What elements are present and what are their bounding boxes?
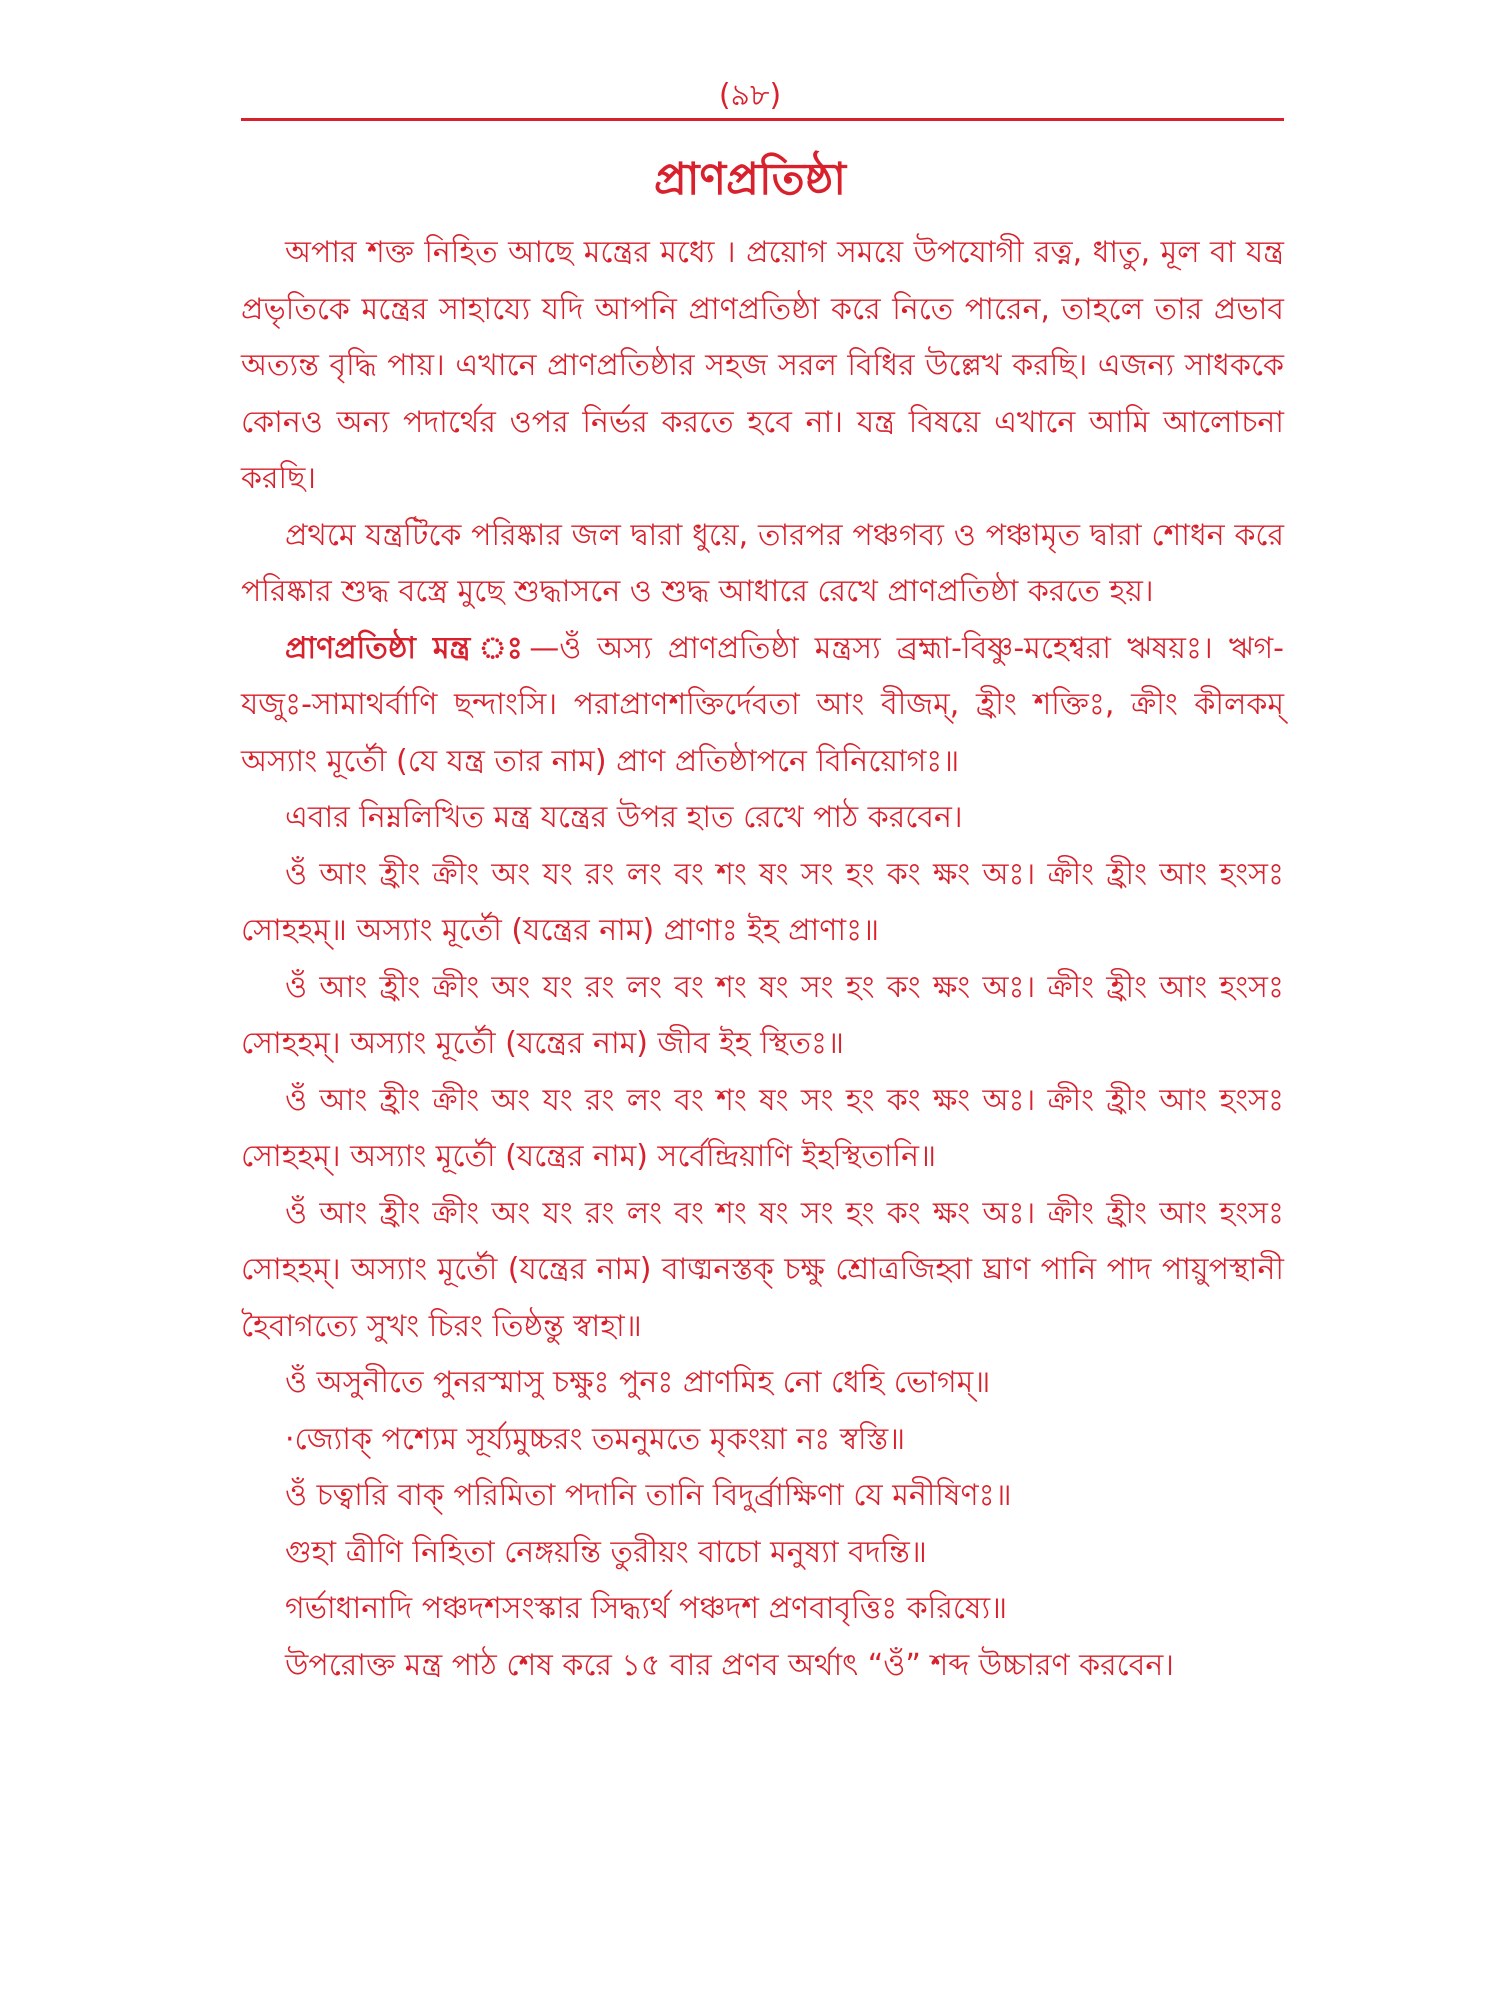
mantra-viniyoga-text: —ওঁ অস্য প্রাণপ্রতিষ্ঠা মন্ত্রস্য ব্রহ্মা-বিষ্ণু-মহেশ্বরা ঋষয়ঃ। ঋগ-যজুঃ-সামাথর্বাণি ছন্দাংসি। পরাপ্রাণশক্তির্দেবতা আং বীজম্, হ্রীং শক্তিঃ, ক্রীং কীলকম্ অস্যাং মূর্তৌ (যে যন্ত্র তার নাম) প্রাণ প্রতিষ্ঠাপনে বিনিয়োগঃ॥ <box>241 630 1284 779</box>
paragraph-instruction: এবার নিম্নলিখিত মন্ত্র যন্ত্রের উপর হাত রেখে পাঠ করবেন। <box>285 800 963 835</box>
paragraph-intro: অপার শক্ত নিহিত আছে মন্ত্রের মধ্যে । প্রয়োগ সময়ে উপযোগী রত্ন, ধাতু, মূল বা যন্ত্র প্রভৃতিকে মন্ত্রের সাহায্যে যদি আপনি প্রাণপ্রতিষ্ঠা করে নিতে পারেন, তাহলে তার প্রভাব অত্যন্ত বৃদ্ধি পায়। এখানে প্রাণপ্রতিষ্ঠার সহজ সরল বিধির উল্লেখ করছি। এজন্য সাধককে কোনও অন্য পদার্থের ওপর নির্ভর করতে হবে না। যন্ত্র বিষয়ে এখানে আমি আলোচনা করছি। <box>241 235 1284 496</box>
mantra-vak: ওঁ আং হ্রীং ক্রীং অং যং রং লং বং শং ষং সং হং কং ক্ষং অঃ। ক্রীং হ্রীং আং হংসঃ সোহহম্। অস্যাং মূর্তৌ (যন্ত্রের নাম) বাঙ্মনস্তক্ চক্ষু শ্রোত্রজিহ্বা ঘ্রাণ পানি পাদ পায়ুপস্থানী হৈবাগত্যে সুখং চিরং তিষ্ঠন্তু স্বাহা॥ <box>241 1195 1284 1344</box>
mantra-prana: ওঁ আং হ্রীং ক্রীং অং যং রং লং বং শং ষং সং হং কং ক্ষং অঃ। ক্রীং হ্রীং আং হংসঃ সোহহম্॥ অস্যাং মূর্তৌ (যন্ত্রের নাম) প্রাণাঃ ইহ প্রাণাঃ॥ <box>241 856 1284 948</box>
verse-line: গুহা ত্রীণি নিহিতা নেঙ্গয়ন্তি তুরীয়ং বাচো মনুষ্যা বদন্তি॥ <box>285 1534 927 1570</box>
paragraph-cleansing: প্রথমে যন্ত্রটিকে পরিষ্কার জল দ্বারা ধুয়ে, তারপর পঞ্চগব্য ও পঞ্চামৃত দ্বারা শোধন করে পরিষ্কার শুদ্ধ বস্ত্রে মুছে শুদ্ধাসনে ও শুদ্ধ আধারে রেখে প্রাণপ্রতিষ্ঠা করতে হয়। <box>241 517 1284 609</box>
header-rule <box>241 118 1284 121</box>
page-title: প্রাণপ্রতিষ্ঠা <box>653 154 847 205</box>
paragraph-final: উপরোক্ত মন্ত্র পাঠ শেষ করে ১৫ বার প্রণব অর্থাৎ “ওঁ” শব্দ উচ্চারণ করবেন। <box>285 1647 1175 1683</box>
paragraph-mantra-viniyoga <box>241 621 1284 791</box>
verse-line: ওঁ অসুনীতে পুনরস্মাসু চক্ষুঃ পুনঃ প্রাণমিহ নো ধেহি ভোগম্॥ <box>285 1365 991 1400</box>
verse-line: ওঁ চত্বারি বাক্ পরিমিতা পদানি তানি বিদুর্ব্রাক্ষিণা যে মনীষিণঃ॥ <box>285 1478 1012 1513</box>
mantra-label: প্রাণপ্রতিষ্ঠা মন্ত্র ঃ <box>285 630 530 666</box>
page-number: (৯৮) <box>718 78 782 113</box>
verse-line: ·জ্যোক্ পশ্যেম সূর্য্যমুচ্চরং তমনুমতে মৃকংয়া নঃ স্বস্তি॥ <box>285 1421 906 1457</box>
mantra-jiva: ওঁ আং হ্রীং ক্রীং অং যং রং লং বং শং ষং সং হং কং ক্ষং অঃ। ক্রীং হ্রীং আং হংসঃ সোহহম্। অস্যাং মূর্তৌ (যন্ত্রের নাম) জীব ইহ স্থিতঃ॥ <box>241 969 1284 1061</box>
body-text <box>241 225 1284 1694</box>
mantra-indriya: ওঁ আং হ্রীং ক্রীং অং যং রং লং বং শং ষং সং হং কং ক্ষং অঃ। ক্রীং হ্রীং আং হংসঃ সোহহম্। অস্যাং মূর্তৌ (যন্ত্রের নাম) সর্বেন্দ্রিয়াণি ইহস্থিতানি॥ <box>241 1082 1284 1174</box>
verse-line: গর্ভাধানাদি পঞ্চদশসংস্কার সিদ্ধ্যর্থ পঞ্চদশ প্রণবাবৃত্তিঃ করিষ্যে॥ <box>285 1591 1008 1626</box>
